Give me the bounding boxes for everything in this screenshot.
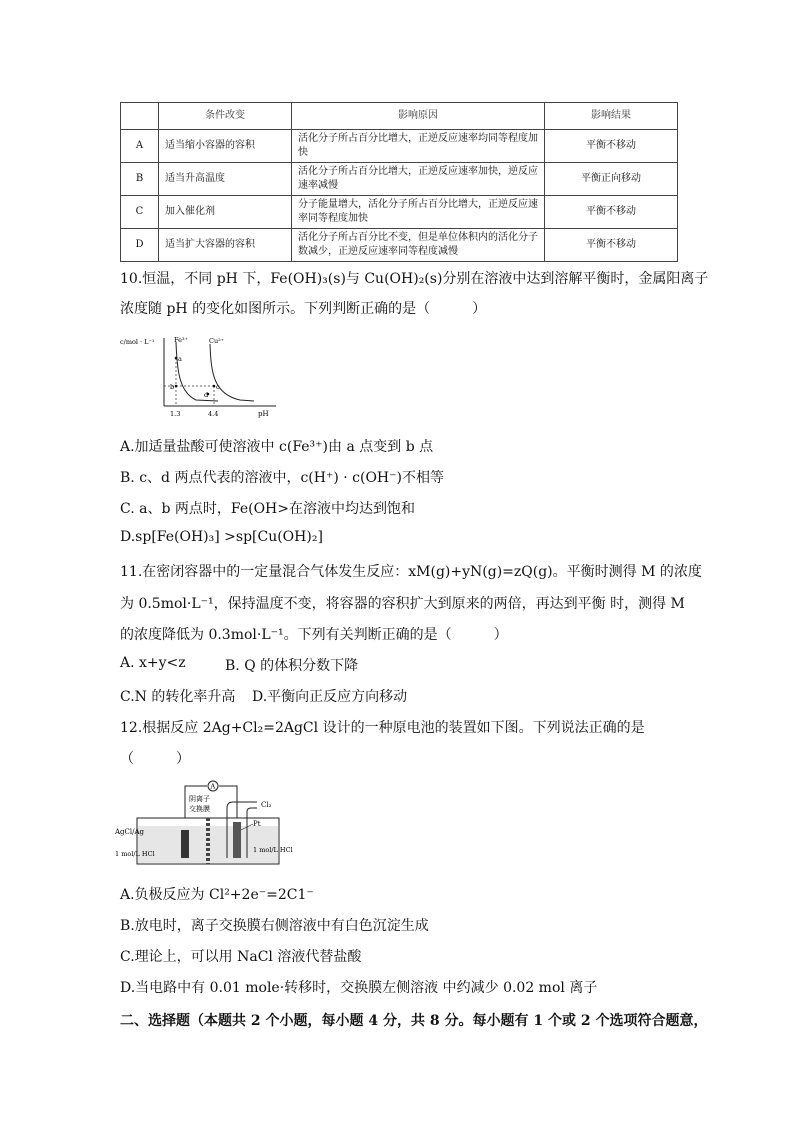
- ammeter-label: A: [210, 782, 216, 791]
- q11-stem-line2: 为 0.5mol·L⁻¹，保持温度不变，将容器的容积扩大到原来的两倍，再达到平衡 时，测得 M: [120, 596, 685, 612]
- row-label: A: [121, 130, 159, 163]
- cu-curve-label: Cu²⁺: [209, 337, 225, 345]
- galvanic-cell-diagram: [115, 774, 315, 868]
- table-header: 条件改变: [159, 103, 292, 130]
- fe-curve: [176, 342, 218, 401]
- q10-option-c: C. a、b 两点时，Fe(OH>在溶液中均达到饱和: [120, 501, 415, 517]
- q11-option-b: B. Q 的体积分数下降: [225, 658, 359, 674]
- membrane-label-line1: 阴离子: [189, 795, 210, 803]
- row-condition: 加入催化剂: [159, 196, 292, 229]
- q11-stem-line1: 11.在密闭容器中的一定量混合气体发生反应：xM(g)+yN(g)=zQ(g)。平衡时测得 M 的浓度: [120, 564, 702, 580]
- q11-stem-line3: 的浓度降低为 0.3mol·L⁻¹。下列有关判断正确的是（ ）: [120, 627, 508, 643]
- fe-curve-label: Fe³⁺: [174, 336, 189, 344]
- q10-option-a: A.加适量盐酸可使溶液中 c(Fe³⁺)由 a 点变到 b 点: [120, 439, 434, 455]
- conditions-table: [120, 102, 678, 262]
- pt-electrode: [233, 822, 241, 858]
- membrane-label-line2: 交换膜: [189, 805, 210, 813]
- point-b-label: b: [170, 383, 175, 391]
- q11-option-c: C.N 的转化率升高: [120, 689, 236, 705]
- point-a-label: a: [178, 355, 182, 363]
- q12-option-a: A.负极反应为 Cl²+2e⁻=2C1⁻: [120, 887, 314, 903]
- q12-stem-line1: 12.根据反应 2Ag+Cl₂=2AgCl 设计的一种原电池的装置如下图。下列说法正确的是: [120, 720, 645, 736]
- row-condition: 适当扩大容器的容积: [159, 229, 292, 262]
- row-reason: 活化分子所占百分比增大，正逆反应速率均同等程度加快: [292, 130, 545, 163]
- table-row: [121, 229, 678, 262]
- q10-option-b: B. c、d 两点代表的溶液中，c(H⁺) · c(OH⁻)不相等: [120, 470, 444, 486]
- q10-stem-line1: 10.恒温，不同 pH 下，Fe(OH)₃(s)与 Cu(OH)₂(s)分别在溶液中达到溶解平衡时，金属阳离子: [120, 271, 709, 287]
- table-row: [121, 163, 678, 196]
- table-header-row: [121, 103, 678, 130]
- row-result: 平衡不移动: [545, 229, 678, 262]
- q12-option-d: D.当电路中有 0.01 mole·转移时，交换膜左侧溶液 中约减少 0.02 mol 离子: [120, 980, 598, 996]
- q11-option-a: A. x+y<z: [120, 655, 186, 671]
- solubility-ph-graph: [118, 330, 288, 422]
- row-reason: 活化分子所占百分比不变，但是单位体积内的活化分子数减少，正逆反应速率同等程度减慢: [292, 229, 545, 262]
- row-label: C: [121, 196, 159, 229]
- point-a-marker: [175, 357, 178, 360]
- q12-stem-line2: （ ）: [120, 751, 190, 767]
- row-condition: 适当升高温度: [159, 163, 292, 196]
- q10-option-d: D.sp[Fe(OH)₃] >sp[Cu(OH)₂]: [120, 529, 323, 545]
- table-header: 影响结果: [545, 103, 678, 130]
- right-solution-label: 1 mol/L HCl: [253, 846, 293, 854]
- row-condition: 适当缩小容器的容积: [159, 130, 292, 163]
- q12-option-c: C.理论上，可以用 NaCl 溶液代替盐酸: [120, 949, 362, 965]
- y-axis-label: c/mol · L⁻¹: [120, 338, 155, 346]
- agcl-ag-electrode: [181, 830, 189, 858]
- row-reason: 分子能量增大，活化分子所占百分比增大，正逆反应速率同等程度加快: [292, 196, 545, 229]
- row-reason: 活化分子所占百分比增大，正逆反应速率加快，逆反应速率减慢: [292, 163, 545, 196]
- row-result: 平衡不移动: [545, 130, 678, 163]
- row-result: 平衡正向移动: [545, 163, 678, 196]
- tick-label-1: 1.3: [170, 410, 181, 418]
- row-label: B: [121, 163, 159, 196]
- row-label: D: [121, 229, 159, 262]
- q11-option-d: D.平衡向正反应方向移动: [252, 689, 408, 705]
- agcl-ag-label: AgCl/Ag: [115, 828, 145, 836]
- point-d-label: d: [204, 391, 209, 399]
- point-c-label: c: [216, 383, 220, 391]
- table-header: 影响原因: [292, 103, 545, 130]
- section-2-heading: 二、选择题（本题共 2 个小题，每小题 4 分，共 8 分。每小题有 1 个或 2 个选项符合题意，: [120, 1013, 708, 1029]
- table-row: [121, 196, 678, 229]
- x-axis-label: pH: [258, 410, 269, 418]
- table-header: [121, 103, 159, 130]
- row-result: 平衡不移动: [545, 196, 678, 229]
- point-c-marker: [213, 385, 216, 388]
- point-b-marker: [175, 385, 178, 388]
- cu-curve: [210, 344, 254, 401]
- left-solution-label: 1 mol/L HCl: [115, 850, 155, 858]
- q12-option-b: B.放电时，离子交换膜右侧溶液中有白色沉淀生成: [120, 918, 429, 934]
- table-row: [121, 130, 678, 163]
- tick-label-2: 4.4: [208, 410, 219, 418]
- pt-label: Pt: [253, 820, 261, 828]
- q10-stem-line2: 浓度随 pH 的变化如图所示。下列判断正确的是（ ）: [120, 301, 487, 317]
- cl2-label: Cl₂: [261, 801, 272, 809]
